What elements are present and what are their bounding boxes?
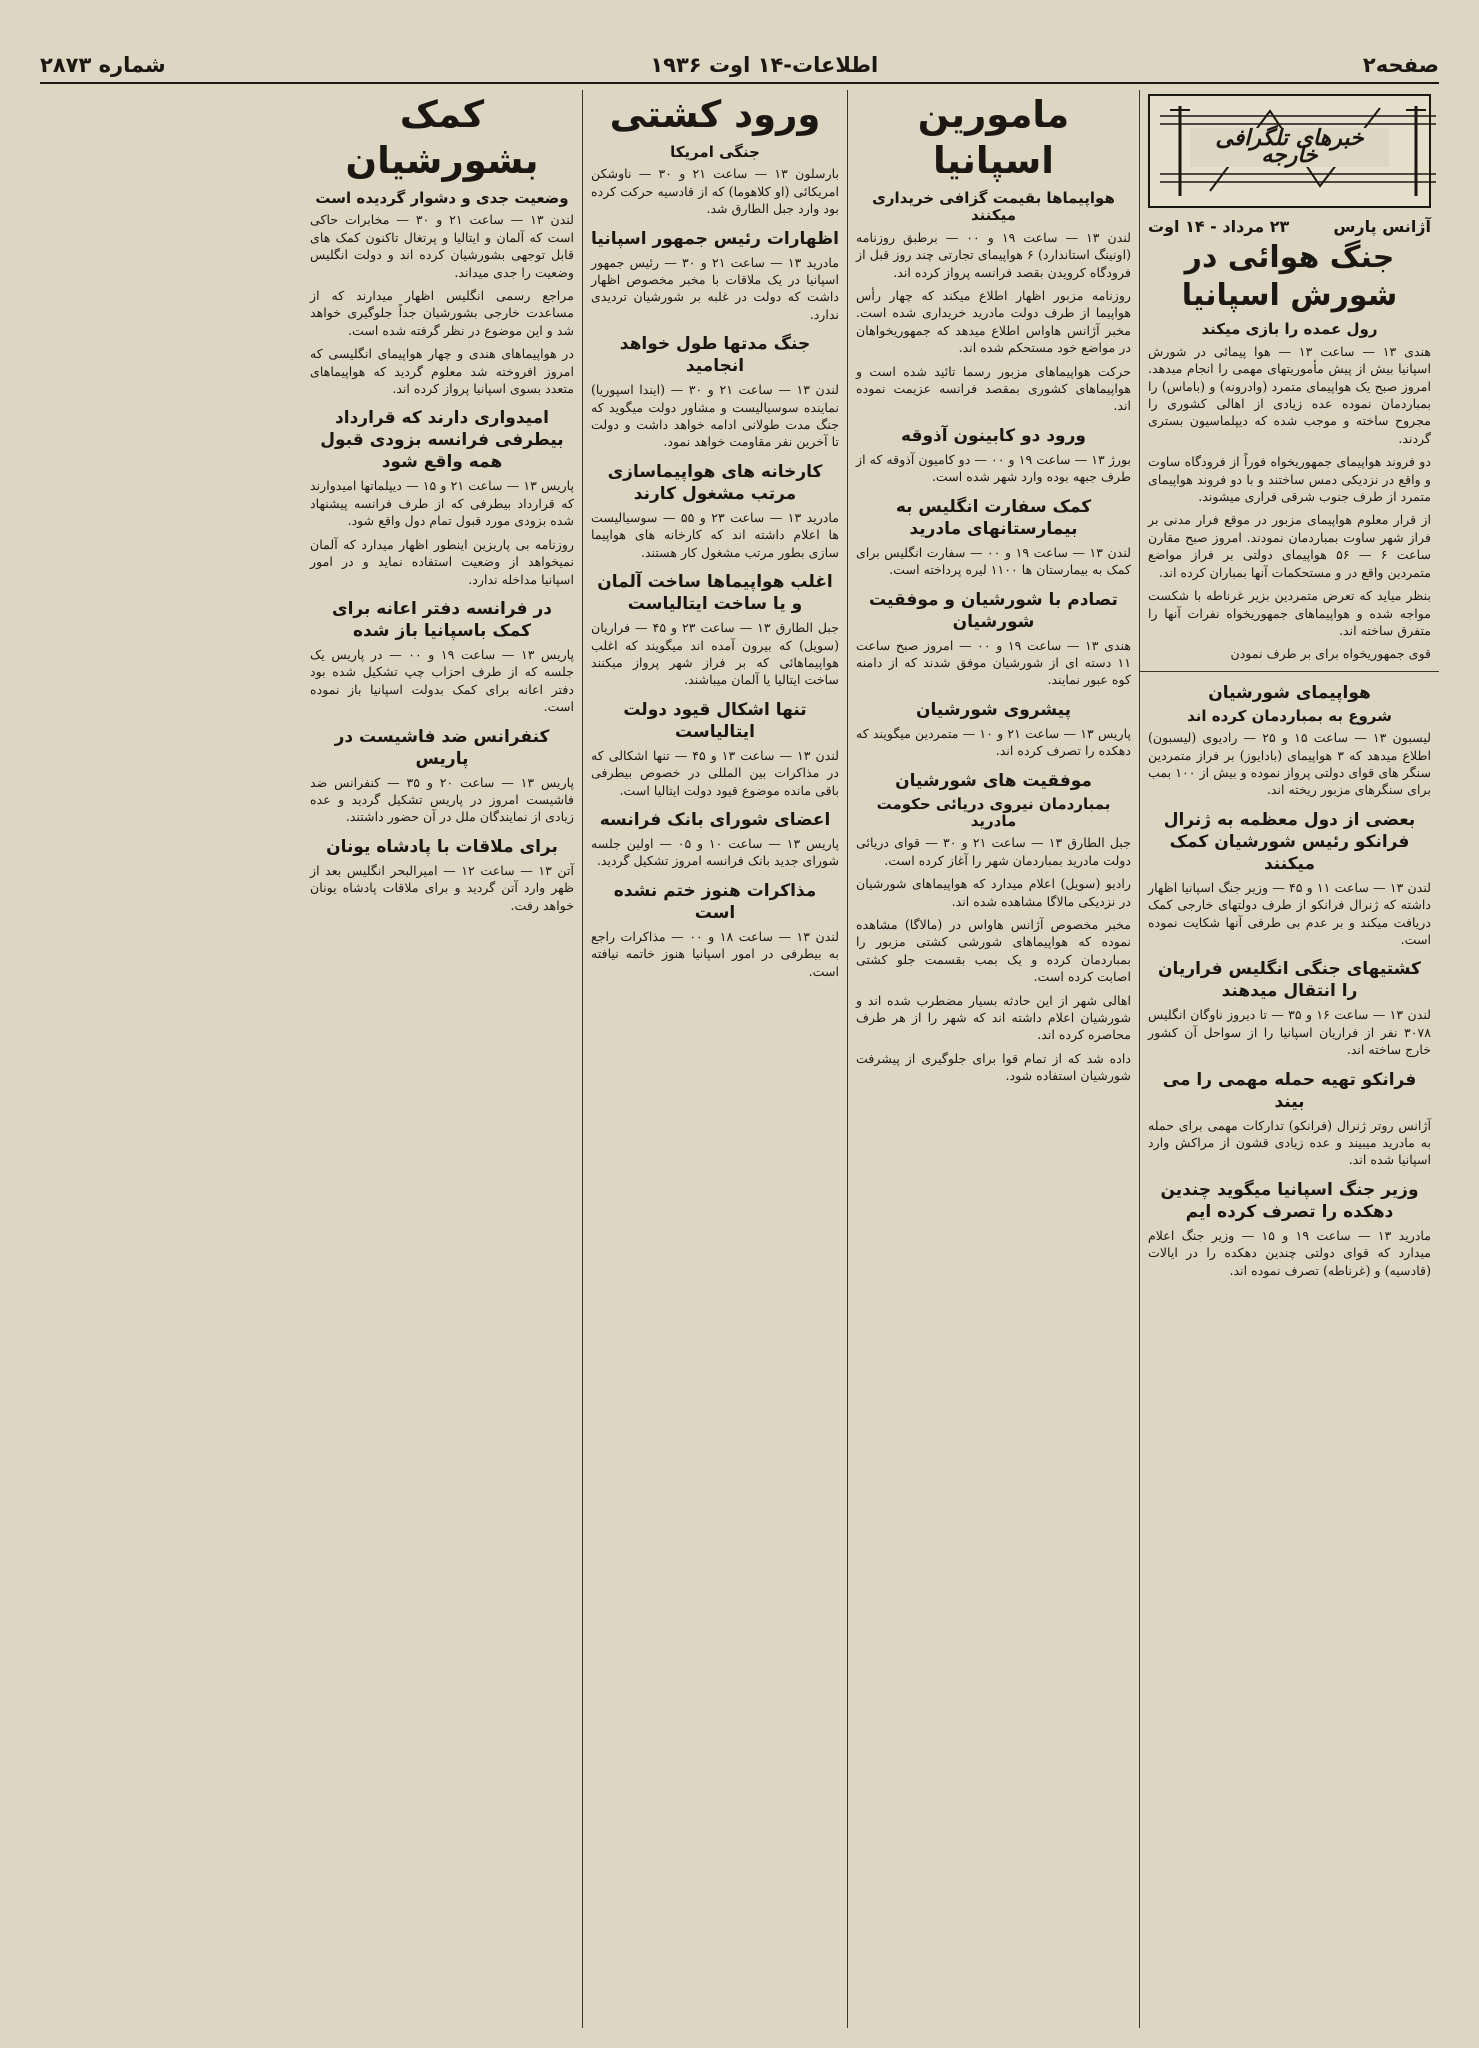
headline-donation-office: در فرانسه دفتر اعانه برای کمک باسپانیا باز شده — [332, 598, 552, 641]
paragraph: آتن ۱۳ — ساعت ۱۲ — امیرالبحر انگلیس بعد از ظهر وارد آتن گردید و برای ملاقات پادشاه یونان خواهد رفت. — [310, 862, 574, 913]
headline-war-minister: وزیر جنگ اسپانیا میگوید چندین دهکده را تصرف کرده ایم — [1160, 1179, 1419, 1222]
masthead-date: اطلاعات-۱۴ اوت ۱۹۳۶ — [650, 53, 879, 77]
paragraph: داده شد که از تمام قوا برای جلوگیری از پیشرفت شورشیان استفاده شود. — [856, 1050, 1131, 1084]
paragraph: پاریس ۱۳ — ساعت ۱۹ و ۰۰ — در پاریس یک جلسه که از طرف احزاب چپ تشکیل شده بود دفتر اعانه برای کمک بدولت اسپانیا باز نموده است. — [310, 646, 575, 715]
paragraph: روزنامه مزبور اظهار اطلاع میکند که چهار رأس هواپیما از طرف دولت مادرید خریداری شده است. مخبر آژانس هاواس اطلاع میدهد که جمهوریخواهان در مواضع خود مستحکم شده اند. — [856, 288, 1131, 356]
page-label: صفحه۲ — [1362, 53, 1439, 77]
paragraph: اهالی شهر از این حادثه بسیار مضطرب شده اند و شورشیان اعلام داشته اند که شهر را از هر طرف محاصره کرده اند. — [856, 992, 1131, 1043]
paragraph: بارسلون ۱۳ — ساعت ۲۱ و ۳۰ — ناوشکن امریکائی (او کلاهوما) که از قادسیه حرکت کرده بود وارد جبل الطارق شد. — [591, 166, 840, 217]
byline-row — [1148, 218, 1431, 235]
headline-clash-rebels: تصادم با شورشیان و موفقیت شورشیان — [869, 589, 1118, 632]
masthead-rule — [40, 82, 1439, 84]
paragraph: دو فروند هواپیمای جمهوریخواه فوراً از فرودگاه ساوت و واقع در نزدیکی دمس ساختند و با دو فروند هواپیمای متمرد از طرف جنوب شرقی فراری میشوند. — [1148, 454, 1431, 505]
headline-british-warships: کشتیهای جنگی انگلیس فراریان را انتقال میدهند — [1158, 959, 1421, 1002]
subheadline-bombardment: شروع به بمباردمان کرده اند — [1187, 706, 1392, 725]
paragraph: مادرید ۱۳ — ساعت ۱۹ و ۱۵ — وزیر جنگ اعلام میدارد که قوای دولتی چندین دهکده را در ایالات (قادسیه) و (غرناطه) تصرف نموده اند. — [1148, 1227, 1432, 1278]
headline-neutrality-agreement: امیدواری دارند که قرارداد بیطرفی فرانسه بزودی قبول همه واقع شود — [320, 408, 564, 473]
paragraph: پاریس ۱۳ — ساعت ۱۰ و ۰۵ — اولین جلسه شورای جدید بانک فرانسه امروز تشکیل گردید. — [591, 835, 839, 869]
paragraph: هندی ۱۳ — ساعت ۱۹ و ۰۰ — امروز صبح ساعت ۱۱ دسته ای از شورشیان موفق شدند که از دامنه کوه عبور نمایند. — [856, 637, 1132, 688]
paragraph: در هواپیماهای هندی و چهار هواپیمای انگلیسی که امروز افروخته شد معلوم گردید که هواپیماهای متعدد بسوی اسپانیا پرواز کرده اند. — [310, 346, 574, 397]
paragraph: لیسبون ۱۳ — ساعت ۱۵ و ۲۵ — رادیوی (لیسبون) اطلاع میدهد که ۳ هواپیمای (بادایوز) بر فراز متمردین سنگر های قوای دولتی پرواز نموده و بیش از ۱۰۰ بمب برای سنگرهای مزبور ریخته اند. — [1148, 730, 1432, 798]
headline-rebel-aircraft: هواپیمای شورشیان — [1208, 682, 1371, 703]
headline-long-war: جنگ مدتها طول خواهد انجامید — [619, 334, 811, 377]
paragraph: رادیو (سویل) اعلام میدارد که هواپیماهای شورشیان در نزدیکی مالاگا مشاهده شده اند. — [856, 876, 1131, 909]
headline-franco-attack: فرانکو تهیه حمله مهمی را می بیند — [1162, 1069, 1417, 1112]
headline-president-statements: اظهارات رئیس جمهور اسپانیا — [591, 228, 839, 249]
column-ship-arrival — [582, 90, 847, 2028]
headline-german-italian-aircraft: اغلب هواپیماها ساخت آلمان و یا ساخت ایتالیاست — [597, 572, 833, 615]
paragraph: جبل الطارق ۱۳ — ساعت ۲۳ و ۴۵ — فراریان (سویل) که بیرون آمده اند میگویند که اغلب هواپیماهائی که بر فراز شهر پرواز میکنند ساخت ایتالیا یا آلمان میباشند. — [591, 620, 839, 688]
paragraph: لندن ۱۳ — ساعت ۱۹ و ۰۰ — سفارت انگلیس برای کمک به بیمارستان ها ۱۱۰۰ لیره پرداخته است. — [856, 544, 1131, 578]
headline-foreign-help-franco: بعضی از دول معظمه به ژنرال فرانکو رئیس شورشیان کمک میکنند — [1163, 809, 1416, 874]
headline-rebel-successes: موفقیت های شورشیان — [895, 770, 1092, 791]
paragraph: پاریس ۱۳ — ساعت ۲۰ و ۳۵ — کنفرانس ضد فاشیست امروز در پاریس تشکیل گردید و عده زیادی از نمایندگان ملل در آن حضور داشتند. — [310, 774, 574, 825]
headline-rebel-advance: پیشروی شورشیان — [916, 699, 1071, 720]
telegraph-banner — [1148, 94, 1431, 208]
paragraph: لندن ۱۳ — ساعت ۲۱ و ۳۰ — مخابرات حاکی است که آلمان و ایتالیا و پرتغال تاکنون کمک های قابل توجهی بشورشیان کرده اند و دولت انگلیس وضعیت را جدی میداند. — [310, 212, 574, 280]
paragraph: حرکت هواپیماهای مزبور رسما تائید شده است و هواپیماهای کشوری بمقصد فرانسه عزیمت نموده اند. — [856, 363, 1131, 414]
subheadline-american-warship: جنگی امریکا — [670, 143, 760, 161]
masthead — [40, 50, 1439, 80]
column-spain-agents — [847, 90, 1139, 2028]
headline-aid-to-rebels: کمک بشورشیان — [345, 93, 539, 182]
paragraph: لندن ۱۳ — ساعت ۱۶ و ۳۵ — تا دیروز ناوگان انگلیس ۳۰۷۸ نفر از فراریان اسپانیا را از سواحل آن کشور خارج ساخته اند. — [1148, 1007, 1431, 1058]
banner-title: خبرهای تلگرافی خارجه — [1190, 128, 1389, 167]
paragraph: مراجع رسمی انگلیس اظهار میدارند که از مساعدت خارجی بشورشیان جداً جلوگیری خواهد شد و این موضوع در نظر گرفته شده است. — [310, 288, 574, 338]
columns — [40, 90, 1439, 2028]
paragraph: پاریس ۱۳ — ساعت ۲۱ و ۱۵ — دیپلماتها امیدوارند که قرارداد بیطرفی که از طرف فرانسه پیشنهاد شده بزودی مورد قبول تمام دول واقع شود. — [310, 478, 574, 529]
headline-italy-conditions: تنها اشکال قیود دولت ایتالیاست — [623, 699, 807, 742]
news-date: ۲۳ مرداد - ۱۴ اوت — [1148, 217, 1290, 236]
headline-bank-of-france: اعضای شورای بانک فرانسه — [599, 809, 831, 830]
headline-spain-agents: مامورین اسپانیا — [917, 93, 1070, 182]
subheadline-naval-bombardment: بمباردمان نیروی دریائی حکومت مادرید — [876, 794, 1111, 830]
agency-name: آژانس پارس — [1333, 217, 1431, 236]
divider — [1140, 671, 1439, 672]
paragraph: لندن ۱۳ — ساعت ۱۳ و ۴۵ — تنها اشکالی که در مذاکرات بین المللی در خصوص بیطرفی باقی مانده موضوع قیود دولت ایتالیا است. — [591, 747, 840, 798]
paragraph: جبل الطارق ۱۳ — ساعت ۲۱ و ۳۰ — قوای دریائی دولت مادرید بمباردمان شهر را آغاز کرده است. — [856, 835, 1131, 868]
paragraph: مادرید ۱۳ — ساعت ۲۱ و ۳۰ — رئیس جمهور اسپانیا در یک ملاقات با مخبر مخصوص اظهار داشت که دولت در غلبه بر شورشیان تردیدی ندارد. — [591, 254, 839, 322]
paragraph: پاریس ۱۳ — ساعت ۲۱ و ۱۰ — متمردین میگویند که دهکده را تصرف کرده اند. — [856, 725, 1131, 759]
paragraph: لندن ۱۳ — ساعت ۲۱ و ۳۰ — (ایندا اسپوریا) نماینده سوسیالیست و مشاور دولت میگوید که جنگ مدت طولانی ادامه خواهد داشت و دولت تا آخرین نفر مقاومت خواهد نمود. — [591, 382, 840, 450]
paragraph: بنظر میاید که تعرض متمردین بزیر غرناطه با شکست مواجه شده و هواپیماهای جمهوریخواه نفرات آنها را متفرق ساخته اند. — [1148, 588, 1431, 638]
paragraph: هندی ۱۳ — ساعت ۱۳ — هوا پیمائی در شورش اسپانیا بیش از پیش مأموریتهای مهمی را انجام میدهد. امروز صبح یک هواپیمای متمرد (وادرونه) و (باماس) را بمباردمان نموده عده زیادی از اهالی کشوری را مجروح ساخته و موجب شده که دیپلماسیون بستری گردند. — [1148, 343, 1431, 446]
headline-british-embassy-aid: کمک سفارت انگلیس به بیمارستانهای مادرید — [895, 496, 1092, 539]
headline-supply-trucks: ورود دو کابینون آذوقه — [901, 425, 1086, 446]
paragraph: روزنامه بی پاریزین اینطور اظهار میدارد که آلمان نمیخواهد از وضعیت استفاده نماید و در امور اسپانیا مداخله ندارد. — [310, 536, 574, 587]
paragraph: لندن ۱۳ — ساعت ۱۹ و ۰۰ — برطبق روزنامه (اونینگ استاندارد) ۶ هواپیمای تجارتی چند روز قبل از فرودگاه کرویدن بقصد فرانسه پرواز کرده اند. — [856, 229, 1132, 280]
paragraph: آژانس روتر ژنرال (فرانکو) تدارکات مهمی برای حمله به مادرید میبیند و عده زیادی قشون از مراکش وارد اسپانیا شده اند. — [1148, 1117, 1431, 1168]
paragraph: مادرید ۱۳ — ساعت ۲۳ و ۵۵ — سوسیالیست ها اعلام داشته اند که کارخانه های هواپیما سازی بطور مرتب مشغول کار هستند. — [591, 509, 839, 560]
headline-aircraft-factories: کارخانه های هواپیماسازی مرتب مشغول کارند — [607, 461, 823, 504]
paragraph: مخبر مخصوص آژانس هاواس در (مالاگا) مشاهده نموده که هواپیماهای شورشی کشتی مزبور را بمباردمان کرده و یک بمب بقسمت جلو کشتی اصابت کرده است. — [856, 916, 1131, 985]
column-foreign-news — [1139, 90, 1439, 2028]
headline-ship-arrival: ورود کشتی — [609, 93, 821, 136]
subheadline-aircraft-purchase: هواپیماها بقیمت گزافی خریداری میکنند — [872, 189, 1115, 225]
column-aid-to-rebels — [302, 90, 582, 2028]
subheadline-air-war: رول عمده را بازی میکند — [1201, 320, 1378, 339]
issue-number: شماره ۲۸۷۳ — [40, 53, 166, 77]
headline-air-war: جنگ هوائی در شورش اسپانیا — [1181, 240, 1398, 314]
headline-negotiations: مذاکرات هنوز ختم نشده است — [613, 880, 817, 923]
paragraph: قوی جمهوریخواه برای بر طرف نمودن — [1230, 646, 1431, 662]
paragraph: لندن ۱۳ — ساعت ۱۱ و ۴۵ — وزیر جنگ اسپانیا اظهار داشته که ژنرال فرانکو از طرف دولتهای خارجی کمک دریافت میکند و بر عدم بی طرفی آنها شکایت نموده است. — [1148, 879, 1432, 947]
paragraph: از قرار معلوم هواپیمای مزبور در موقع فرار مدنی بر فراز شهر ساوت بمباردمان نمودند. امروز صبح مقارن ساعت ۶ — ۵۶ هواپیمای دولتی بر فراز مواضع متمردین واقع در و مستحکمات آنها بمباران کرده اند. — [1148, 512, 1431, 580]
headline-antifascist-conference: کنفرانس ضد فاشیست در پاریس — [334, 726, 550, 769]
headline-greek-king: برای ملاقات با پادشاه یونان — [326, 836, 558, 857]
subheadline-serious-situation: وضعیت جدی و دشوار گردیده است — [315, 189, 569, 207]
paragraph: بورژ ۱۳ — ساعت ۱۹ و ۰۰ — دو کامیون آذوقه که از طرف جبهه بوده وارد شهر شده است. — [856, 451, 1132, 485]
paragraph: لندن ۱۳ — ساعت ۱۸ و ۰۰ — مذاکرات راجع به بیطرفی در امور اسپانیا هنوز خاتمه نیافته است. — [591, 928, 840, 979]
